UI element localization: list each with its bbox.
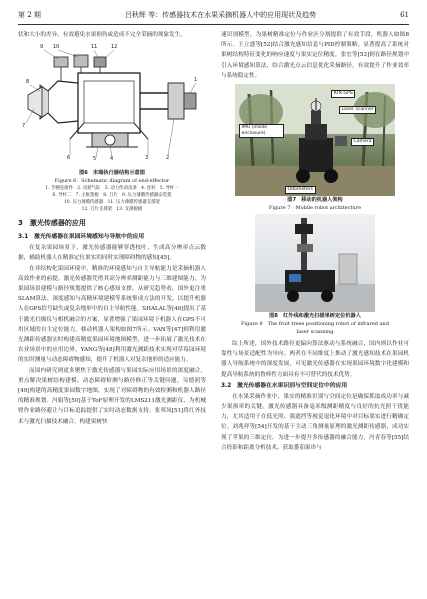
figure-6-caption: 图6 末端执行器结构示意图 xyxy=(79,170,145,177)
left-column xyxy=(18,30,206,427)
callout-9: 9 xyxy=(40,44,44,51)
callout-11: 11 xyxy=(91,44,98,51)
callout-12: 12 xyxy=(111,44,118,51)
page-number: 61 xyxy=(400,11,409,19)
label-odometers: Odometers xyxy=(285,186,316,194)
body-paragraph: 在非结构化果园环境中，精准的环境感知与自主导航能力是采摘机器人高效作业的前提。激光传感器凭借其高分辨率测距能力与三维建图能力，为果园场景建模与路径规划提供了核心感知支撑。从研究趋势看，国外更注重SLAM算法、深度感知与高精环境建模等系统集成方法的开发，以提升机器人在GPS信号缺失或复杂地形中的自主导航性能。SHALAL等[46]提出了基于激光扫描仪与相机融合的方案，显著增强了果园环境下机器人在GPS不可用区域的自主定位能力，移动机器人架构如图7所示。VAN等[47]则利用激光测距传感器实时构建高精度果园环境地图模型，进一步拓展了激光技术在农业场景中的应用边界。YANG等[48]利用激光测距技术实现对草莓园环境的实时测量与动态障碍物感知，提升了机器人对复杂地形的适应能力。 xyxy=(18,265,206,364)
figure-7 xyxy=(221,84,409,212)
body-paragraph: 速识别模型，为果树精准定位与作业区分割提供了有效手段，机器人如图8所示。王立盛等[52]结合激光感知信息与PID控制策略，显著提高了系统对果树结构特征变化的响应速度与果实定位精度。张宏等[53]则在路径规划中引入环境感知算法，结合激光点云信息优化采摘路径，有效提升了作业效率与系统稳定性。 xyxy=(221,32,409,79)
callout-4: 4 xyxy=(110,156,114,163)
figure-6-note: 1. 手腕连接件 2. 齿轮气缸 3. 动力传动齿条 4. 连杆 5. 导杆一 xyxy=(45,186,179,192)
mobile-robot-photo xyxy=(235,84,395,196)
lab-robot-scene xyxy=(255,214,375,312)
section-heading: 3 激光传感器的应用 xyxy=(18,219,86,228)
body-paragraph: 综上所述，国外技术路径更偏向算法驱动与系统融合，国内则以作业可靠性与场景适配性为导向。两者在不同维度上推动了激光感知技术在果园机器人导航系统中的深度发展，可见激光传感器在实现果园环境数字化建模和提高导航系统的鲁棒性方面具有不可替代的技术优势。 xyxy=(221,341,409,378)
subsection-heading: 3.1 激光传感器在果园环境感知与导航中的应用 xyxy=(18,234,145,241)
figure-8-caption: 图8 红外线和激光扫描果树定位机器人 xyxy=(269,313,361,320)
body-paragraph: 状和大小的差异，有效避免水果损伤或造成不完全采摘的现象发生。 xyxy=(18,32,186,38)
callout-1: 1 xyxy=(194,77,198,84)
body-paragraph: 在水果采摘作业中，果实的精准识别与空间定位是确保抓取成功率与减少果损率的关键。激光传感器具备毫米级测距精度与良好的抗光照干扰能力，尤其适用于在低光照、强遮挡等视觉退化环境中对目标果实进行精确定位。刘兆祥等[54]开发的基于主动三角测量原理的激光测距传感器，成功实现了苹果的三维定位。为进一步提升多传感器的融合能力，冯青春等[55]结合投影和距离分析技术，获取番茄果串与 xyxy=(221,393,409,451)
figure-6-caption-en: Figure 6 Schematic diagram of end-effector xyxy=(54,178,170,185)
label-imu: IMU (inside enclosure) xyxy=(239,124,284,138)
figure-6-note: 12. 刀片支撑架 13. 支撑板板 xyxy=(81,207,143,213)
callout-2: 2 xyxy=(166,155,170,162)
running-title: 吕秋辉 等：传感器技术在水果采摘机器人中的应用现状及趋势 xyxy=(124,11,317,19)
figure-8-caption-en-cont: laser scanning xyxy=(296,329,334,336)
label-rtk-gps: RTK-GPS xyxy=(331,90,355,98)
issue-number: 第 2 期 xyxy=(18,11,41,19)
figure-7-caption: 图7 移动的机器人架构 xyxy=(287,197,343,204)
callout-7: 7 xyxy=(22,123,26,130)
callout-6: 6 xyxy=(67,155,71,162)
page-header xyxy=(18,8,409,22)
figure-6-note: 10. 压力薄膜传感器 11. 压力薄膜传感器支撑架 xyxy=(64,200,160,206)
figure-8-caption-en: Figure 8 The fruit trees positioning robot of infrared and xyxy=(241,321,389,328)
body-paragraph: 而国内研究则更多聚焦于激光传感器与果园实际应用场景的深度融合，重点解决果树结构建模、动态障碍检测与路径修正等关键问题。吴德润等[49]构建的高精度果园数字地图，实现了对障碍物的有效检测和机器人路径的精准规划。冯娟等[50]基于ToF原理开发的LMS211激光测距仪，为机械臂作业路径避让与目标追踪提供了实时动态数据支持。张邦凤[51]将红外技术与激光扫描技术融合，构建果树快 xyxy=(18,367,206,425)
figure-8 xyxy=(221,214,409,336)
figure-6 xyxy=(18,43,206,213)
callout-8: 8 xyxy=(26,79,30,86)
callout-5: 5 xyxy=(93,156,97,163)
end-effector-diagram xyxy=(18,43,206,165)
subsection-heading: 3.2 激光传感器在水果识别与空间定位中的应用 xyxy=(221,382,348,389)
figure-7-caption-en: Figure 7 Mobile robot architecture xyxy=(268,205,362,212)
right-column xyxy=(221,30,409,453)
positioning-robot-photo xyxy=(255,214,375,312)
body-paragraph: 在复杂果园场景下，激光传感器能够穿透枝叶，生成高分辨率点云数据，辅助机器人在精准定位果实的同时实现障碍物的感知[45]。 xyxy=(18,245,206,262)
callout-10: 10 xyxy=(53,44,60,51)
label-laser-scanner: Laser scanner xyxy=(339,106,376,114)
label-camera: Camera xyxy=(351,138,374,146)
callout-3: 3 xyxy=(145,155,149,162)
figure-6-note: 6. 导杆二 7. 主框架板 8. 刀片 9. 压力薄膜传感器安装架 xyxy=(52,193,172,199)
header-rule xyxy=(18,24,409,25)
